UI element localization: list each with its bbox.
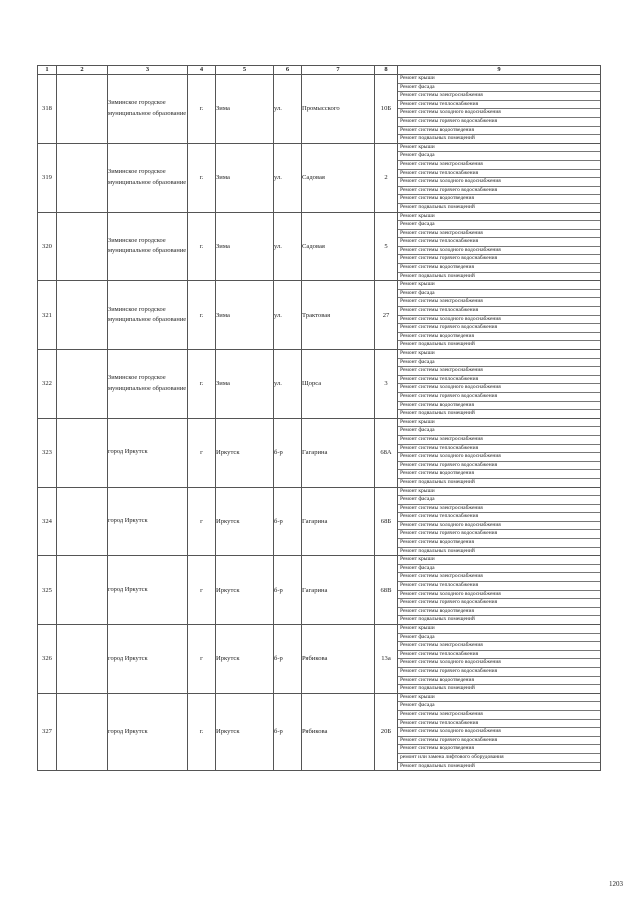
street-type: ул. (274, 281, 302, 350)
street-name: Рябикова (302, 693, 375, 770)
work-item: Ремонт системы горячего водоснабжения (398, 324, 600, 333)
locality-type: г (188, 556, 216, 625)
work-item: Ремонт системы водоотведения (398, 264, 600, 273)
street-name: Садовая (302, 212, 375, 281)
work-item: Ремонт системы электроснабжения (398, 711, 600, 720)
header-col-9: 9 (398, 66, 601, 75)
capital-repair-table (37, 65, 601, 771)
work-item: Ремонт системы водоотведения (398, 333, 600, 342)
locality-type: г. (188, 212, 216, 281)
locality-name: Зима (216, 212, 274, 281)
house-number: 27 (375, 281, 398, 350)
work-item: Ремонт фасада (398, 359, 600, 368)
street-name: Трактовая (302, 281, 375, 350)
works-list (398, 143, 601, 212)
work-item: Ремонт крыши (398, 213, 600, 222)
work-item: Ремонт системы холодного водоснабжения (398, 178, 600, 187)
work-item: Ремонт фасада (398, 565, 600, 574)
row-number: 319 (38, 143, 57, 212)
work-item: Ремонт фасада (398, 496, 600, 505)
locality-name: Иркутск (216, 556, 274, 625)
locality-type: г. (188, 143, 216, 212)
street-type: б-р (274, 625, 302, 694)
house-number: 68Б (375, 487, 398, 556)
street-name: Промысского (302, 75, 375, 144)
work-item: Ремонт системы холодного водоснабжения (398, 247, 600, 256)
locality-type: г. (188, 75, 216, 144)
house-number: 5 (375, 212, 398, 281)
works-list (398, 350, 601, 419)
municipality: город Иркутск (108, 556, 188, 625)
work-item: Ремонт системы холодного водоснабжения (398, 728, 600, 737)
work-item: Ремонт системы горячего водоснабжения (398, 255, 600, 264)
street-name: Рябикова (302, 625, 375, 694)
work-item: Ремонт крыши (398, 144, 600, 153)
row-number: 323 (38, 418, 57, 487)
work-item: Ремонт системы водоотведения (398, 470, 600, 479)
work-item: Ремонт подвальных помещений (400, 478, 475, 485)
work-item: Ремонт системы горячего водоснабжения (398, 668, 600, 677)
row-number: 327 (38, 693, 57, 770)
house-number: 3 (375, 350, 398, 419)
work-item: Ремонт системы холодного водоснабжения (398, 384, 600, 393)
works-list (398, 212, 601, 281)
table-row (38, 281, 601, 350)
work-item: Ремонт подвальных помещений (400, 272, 475, 279)
work-item: Ремонт системы горячего водоснабжения (398, 187, 600, 196)
work-item: Ремонт системы водоотведения (398, 539, 600, 548)
work-item: Ремонт системы электроснабжения (398, 505, 600, 514)
header-col-1: 1 (38, 66, 57, 75)
works-list (398, 75, 601, 144)
work-item: Ремонт системы горячего водоснабжения (398, 530, 600, 539)
work-item: Ремонт системы горячего водоснабжения (398, 393, 600, 402)
table-row (38, 350, 601, 419)
work-item: Ремонт крыши (398, 350, 600, 359)
work-item: Ремонт крыши (398, 281, 600, 290)
municipality: город Иркутск (108, 693, 188, 770)
work-item: Ремонт системы водоотведения (398, 195, 600, 204)
work-item: Ремонт системы теплоснабжения (398, 720, 600, 729)
work-item: Ремонт системы теплоснабжения (398, 582, 600, 591)
municipality: Зиминское городское муниципальное образование (108, 143, 188, 212)
locality-name: Зима (216, 75, 274, 144)
empty-cell (57, 625, 108, 694)
work-item: Ремонт системы холодного водоснабжения (398, 659, 600, 668)
work-item: Ремонт фасада (398, 84, 600, 93)
work-item: Ремонт фасада (398, 427, 600, 436)
locality-name: Зима (216, 350, 274, 419)
work-item: Ремонт системы водоотведения (398, 127, 600, 136)
work-item: Ремонт фасада (398, 702, 600, 711)
work-item: Ремонт системы водоотведения (398, 745, 600, 754)
house-number: 2 (375, 143, 398, 212)
header-row (38, 66, 601, 75)
municipality: Зиминское городское муниципальное образование (108, 281, 188, 350)
table-row (38, 693, 601, 770)
work-item: Ремонт системы холодного водоснабжения (398, 522, 600, 531)
house-number: 13а (375, 625, 398, 694)
work-item: Ремонт подвальных помещений (400, 685, 475, 692)
work-item: Ремонт системы электроснабжения (398, 230, 600, 239)
locality-name: Иркутск (216, 418, 274, 487)
empty-cell (57, 418, 108, 487)
municipality: Зиминское городское муниципальное образование (108, 212, 188, 281)
work-item: Ремонт системы теплоснабжения (398, 445, 600, 454)
row-number: 325 (38, 556, 57, 625)
work-item: Ремонт системы теплоснабжения (398, 307, 600, 316)
locality-type: г (188, 418, 216, 487)
work-item: Ремонт системы теплоснабжения (398, 170, 600, 179)
street-name: Гагарина (302, 556, 375, 625)
locality-name: Иркутск (216, 487, 274, 556)
street-type: б-р (274, 418, 302, 487)
work-item: Ремонт системы электроснабжения (398, 642, 600, 651)
empty-cell (57, 75, 108, 144)
empty-cell (57, 281, 108, 350)
locality-type: г. (188, 281, 216, 350)
work-item: Ремонт системы теплоснабжения (398, 513, 600, 522)
work-item: Ремонт системы горячего водоснабжения (398, 737, 600, 746)
row-number: 318 (38, 75, 57, 144)
street-name: Гагарина (302, 487, 375, 556)
page-number: 1203 (609, 880, 623, 888)
street-type: б-р (274, 693, 302, 770)
work-item: Ремонт подвальных помещений (400, 341, 475, 348)
house-number: 68А (375, 418, 398, 487)
municipality: город Иркутск (108, 487, 188, 556)
work-item: Ремонт системы горячего водоснабжения (398, 118, 600, 127)
street-type: б-р (274, 556, 302, 625)
table-row (38, 75, 601, 144)
work-item: Ремонт системы холодного водоснабжения (398, 316, 600, 325)
work-item: Ремонт системы холодного водоснабжения (398, 453, 600, 462)
header-col-6: 6 (274, 66, 302, 75)
work-item: Ремонт системы электроснабжения (398, 161, 600, 170)
empty-cell (57, 556, 108, 625)
locality-name: Иркутск (216, 693, 274, 770)
street-name: Щорса (302, 350, 375, 419)
work-item: Ремонт системы электроснабжения (398, 573, 600, 582)
locality-name: Иркутск (216, 625, 274, 694)
house-number: 68В (375, 556, 398, 625)
row-number: 322 (38, 350, 57, 419)
empty-cell (57, 487, 108, 556)
header-col-5: 5 (216, 66, 274, 75)
work-item: Ремонт системы электроснабжения (398, 436, 600, 445)
locality-name: Зима (216, 143, 274, 212)
work-item: Ремонт подвальных помещений (400, 203, 475, 210)
header-col-3: 3 (108, 66, 188, 75)
works-list (398, 487, 601, 556)
work-item: Ремонт крыши (398, 694, 600, 703)
house-number: 10Б (375, 75, 398, 144)
header-col-8: 8 (375, 66, 398, 75)
work-item: Ремонт системы электроснабжения (398, 92, 600, 101)
table-row (38, 487, 601, 556)
empty-cell (57, 143, 108, 212)
street-name: Садовая (302, 143, 375, 212)
row-number: 320 (38, 212, 57, 281)
work-item: Ремонт фасада (398, 290, 600, 299)
work-item: Ремонт системы теплоснабжения (398, 101, 600, 110)
work-item: Ремонт системы электроснабжения (398, 298, 600, 307)
empty-cell (57, 350, 108, 419)
street-type: б-р (274, 487, 302, 556)
work-item: Ремонт системы водоотведения (398, 677, 600, 686)
street-type: ул. (274, 143, 302, 212)
work-item: ремонт или замена лифтового оборудования (398, 754, 600, 763)
header-col-7: 7 (302, 66, 375, 75)
street-name: Гагарина (302, 418, 375, 487)
empty-cell (57, 212, 108, 281)
work-item: Ремонт системы холодного водоснабжения (398, 591, 600, 600)
work-item: Ремонт системы теплоснабжения (398, 238, 600, 247)
house-number: 20Б (375, 693, 398, 770)
work-item: Ремонт системы теплоснабжения (398, 651, 600, 660)
work-item: Ремонт подвальных помещений (400, 410, 475, 417)
work-item: Ремонт крыши (398, 556, 600, 565)
work-item: Ремонт подвальных помещений (400, 762, 475, 769)
table-row (38, 625, 601, 694)
table-row (38, 556, 601, 625)
work-item: Ремонт подвальных помещений (400, 616, 475, 623)
works-list (398, 693, 601, 770)
locality-type: г (188, 487, 216, 556)
work-item: Ремонт системы теплоснабжения (398, 376, 600, 385)
work-item: Ремонт крыши (398, 419, 600, 428)
locality-type: г. (188, 693, 216, 770)
street-type: ул. (274, 350, 302, 419)
work-item: Ремонт фасада (398, 221, 600, 230)
work-item: Ремонт фасада (398, 634, 600, 643)
work-item: Ремонт системы холодного водоснабжения (398, 109, 600, 118)
work-item: Ремонт крыши (398, 75, 600, 84)
work-item: Ремонт фасада (398, 152, 600, 161)
row-number: 321 (38, 281, 57, 350)
table-row (38, 418, 601, 487)
municipality: Зиминское городское муниципальное образование (108, 350, 188, 419)
locality-type: г. (188, 350, 216, 419)
row-number: 324 (38, 487, 57, 556)
works-list (398, 556, 601, 625)
work-item: Ремонт системы водоотведения (398, 608, 600, 617)
municipality: город Иркутск (108, 625, 188, 694)
work-item: Ремонт системы горячего водоснабжения (398, 462, 600, 471)
work-item: Ремонт системы водоотведения (398, 402, 600, 411)
work-item: Ремонт системы электроснабжения (398, 367, 600, 376)
work-item: Ремонт подвальных помещений (400, 135, 475, 142)
works-list (398, 281, 601, 350)
header-col-2: 2 (57, 66, 108, 75)
street-type: ул. (274, 212, 302, 281)
locality-name: Зима (216, 281, 274, 350)
work-item: Ремонт крыши (398, 488, 600, 497)
street-type: ул. (274, 75, 302, 144)
work-item: Ремонт подвальных помещений (400, 547, 475, 554)
work-item: Ремонт крыши (398, 625, 600, 634)
header-col-4: 4 (188, 66, 216, 75)
table-row (38, 143, 601, 212)
row-number: 326 (38, 625, 57, 694)
municipality: город Иркутск (108, 418, 188, 487)
municipality: Зиминское городское муниципальное образование (108, 75, 188, 144)
works-list (398, 418, 601, 487)
work-item: Ремонт системы горячего водоснабжения (398, 599, 600, 608)
works-list (398, 625, 601, 694)
empty-cell (57, 693, 108, 770)
table-row (38, 212, 601, 281)
locality-type: г (188, 625, 216, 694)
